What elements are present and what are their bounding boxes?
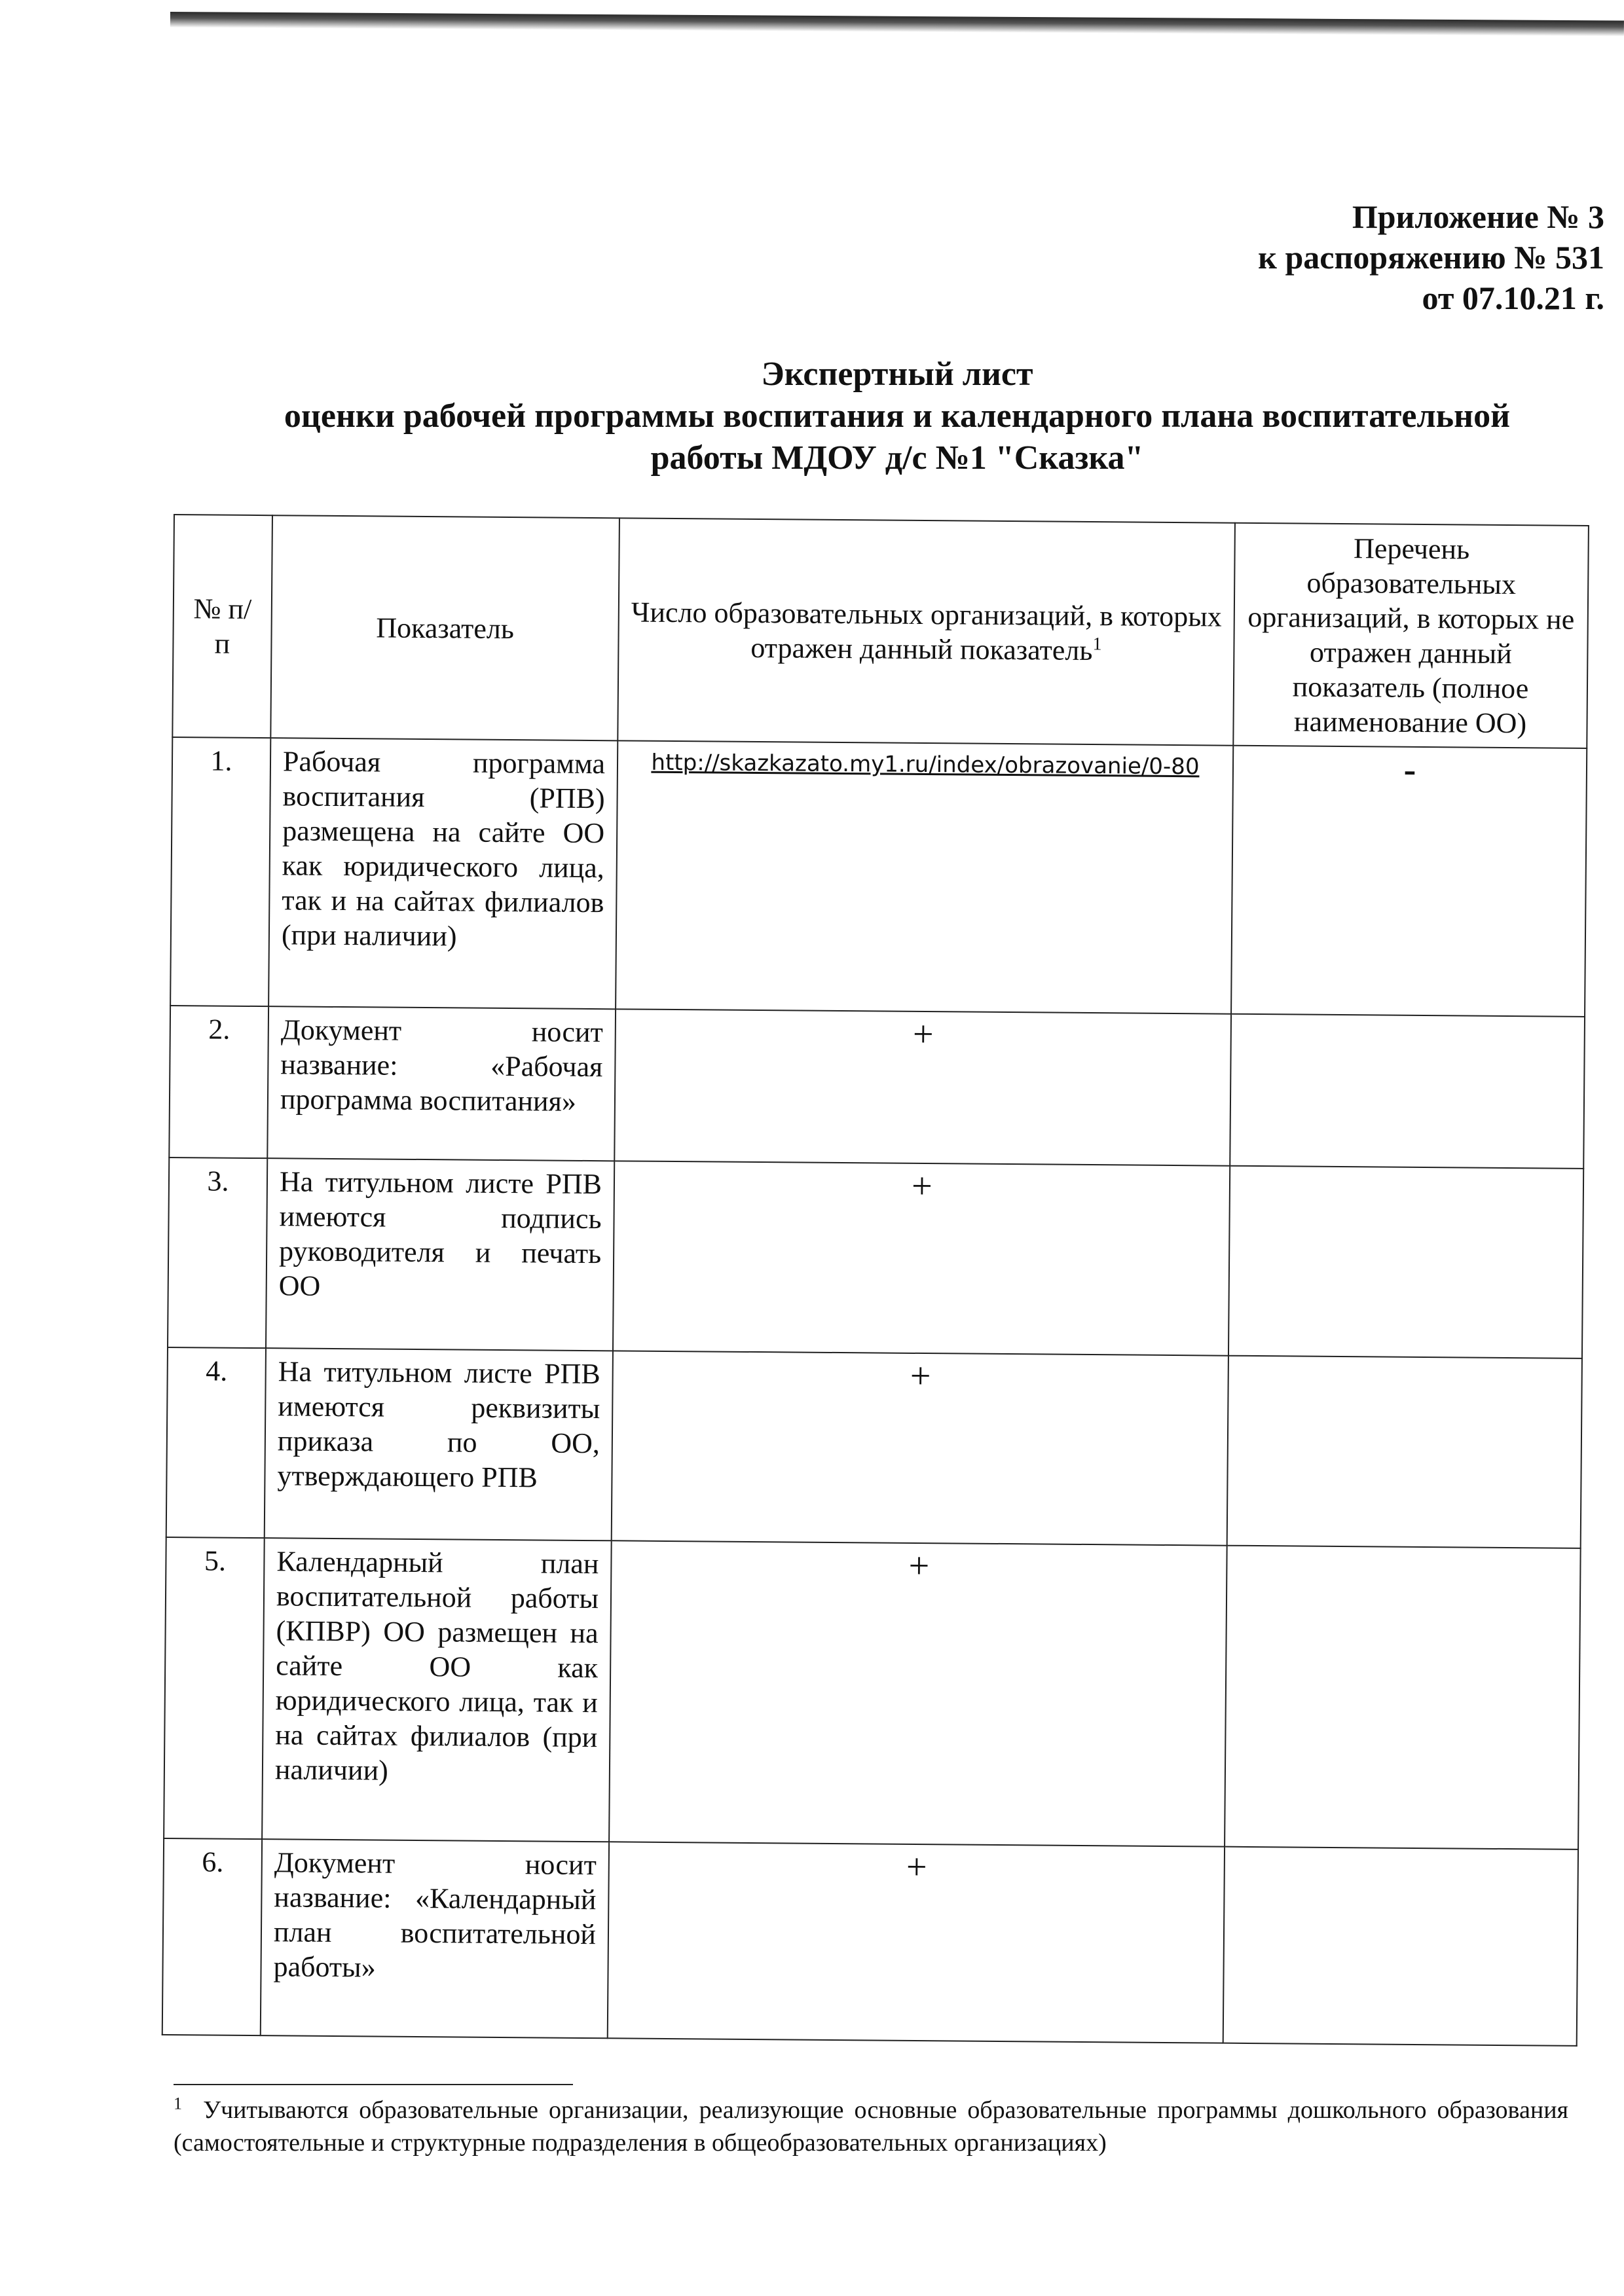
row-count: + <box>608 1842 1225 2043</box>
row-num: 5. <box>164 1537 265 1839</box>
title-line-2: оценки рабочей программы воспитания и календарного плана воспитательной <box>284 397 1511 435</box>
row-indicator: Рабочая программа воспитания (РПВ) размещена на сайте ОО как юридического лица, так и на сайтах филиалов (при наличии) <box>268 738 618 1009</box>
row-count: + <box>609 1540 1227 1846</box>
row-count: + <box>613 1161 1230 1355</box>
row-num: 4. <box>166 1347 266 1538</box>
row-list <box>1227 1356 1582 1548</box>
table-header-row <box>172 515 1589 748</box>
row-indicator: Документ носит название: «Календарный план воспитательной работы» <box>261 1839 609 2038</box>
title-line-3: работы МДОУ д/с №1 "Сказка" <box>650 439 1144 477</box>
row-list: - <box>1231 746 1587 1017</box>
row-num: 6. <box>162 1838 262 2035</box>
row-count: + <box>612 1351 1228 1545</box>
header-count-text: Число образовательных организаций, в которых отражен данный показатель <box>631 596 1222 667</box>
header-list: Перечень образовательных организаций, в которых не отражен данный показатель (полное наименование ОО) <box>1233 523 1589 748</box>
footnote-divider <box>174 2084 573 2085</box>
table-row <box>168 1157 1583 1358</box>
footnote-mark: 1 <box>174 2094 182 2113</box>
header-num: № п/п <box>172 515 272 738</box>
row-list <box>1228 1166 1583 1358</box>
expert-table-wrapper <box>162 514 1588 2047</box>
order-date: от 07.10.21 г. <box>1422 280 1604 316</box>
footnote-text: Учитываются образовательные организации, реализующие основные образовательные программы дошкольного образования (самостоятельные и структурные подразделения в общеобразовательных организациях) <box>174 2096 1569 2157</box>
table-row <box>162 1838 1578 2046</box>
table-row <box>166 1347 1582 1548</box>
order-number: к распоряжению № 531 <box>1258 239 1604 276</box>
header-indicator: Показатель <box>270 515 619 740</box>
row-list <box>1223 1847 1578 2046</box>
row-count <box>616 740 1233 1013</box>
row-indicator: На титульном листе РПВ имеются подпись руководителя и печать ОО <box>266 1158 614 1351</box>
program-link[interactable]: http://skazkazato.my1.ru/index/obrazovanie/0-80 <box>651 749 1200 780</box>
header-count <box>618 518 1235 745</box>
appendix-number: Приложение № 3 <box>1352 198 1604 235</box>
document-title <box>183 354 1611 479</box>
row-num: 1. <box>170 737 270 1006</box>
row-indicator: Календарный план воспитательной работы (КПВР) ОО размещен на сайте ОО как юридического лица, так и на сайтах филиалов (при наличии) <box>262 1538 612 1842</box>
title-line-1: Экспертный лист <box>761 355 1033 393</box>
row-num: 3. <box>168 1157 267 1348</box>
footnote <box>174 2094 1568 2159</box>
table-row <box>169 1006 1585 1169</box>
table-row <box>170 737 1587 1017</box>
row-num: 2. <box>169 1006 268 1158</box>
scan-edge-shadow <box>170 12 1624 37</box>
row-list <box>1230 1014 1585 1169</box>
header-count-footnote-mark: 1 <box>1092 634 1102 655</box>
row-indicator: Документ носит название: «Рабочая программа воспитания» <box>267 1006 616 1161</box>
appendix-header <box>1258 196 1604 318</box>
row-count: + <box>614 1009 1231 1165</box>
table-row <box>164 1537 1581 1850</box>
row-indicator: На титульном листе РПВ имеются реквизиты приказа по ОО, утверждающего РПВ <box>265 1348 613 1540</box>
row-list <box>1225 1546 1581 1850</box>
expert-table <box>162 514 1589 2047</box>
